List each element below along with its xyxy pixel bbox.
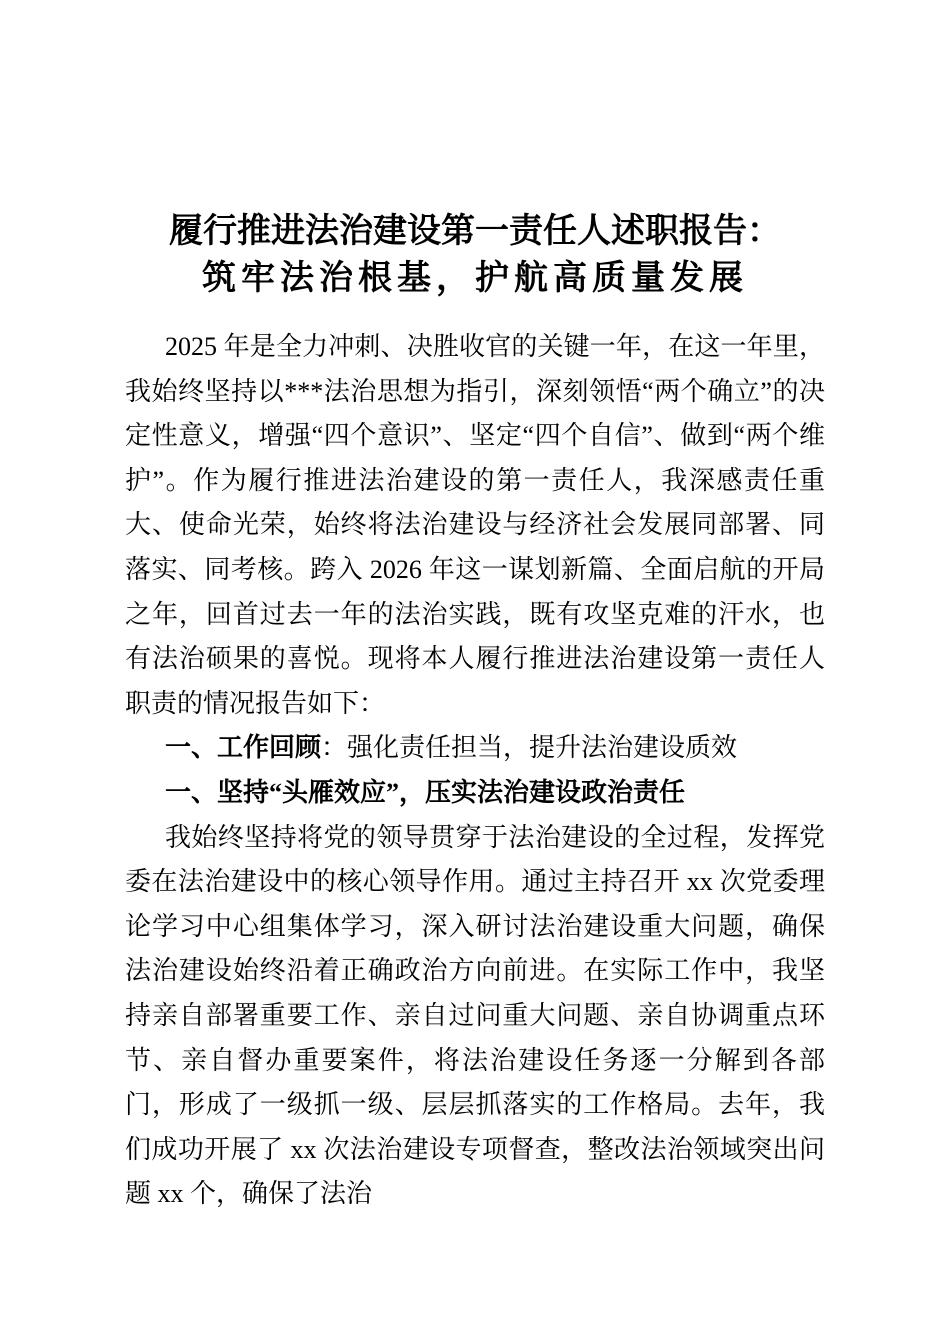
paragraph-intro-text: 2025 年是全力冲刺、决胜收官的关键一年，在这一年里，我始终坚持以***法治思想为指引，深刻领悟“两个确立”的决定性意义，增强“四个意识”、坚定“四个自信”、做到“两个维护”。作为履行推进法治建设的第一责任人，我深感责任重大、使命光荣，始终将法治建设与经济社会发展同部署、同落实、同考核。跨入 2026 年这一谋划新篇、全面启航的开局之年，回首过去一年的法治实践，既有攻坚克难的汗水，也有法治硕果的喜悦。现将本人履行推进法治建设第一责任人职责的情况报告如下： (125, 332, 825, 718)
document-body (125, 325, 825, 1217)
document-title-line1: 履行推进法治建设第一责任人述职报告： (169, 213, 781, 250)
heading-head-goose (125, 771, 825, 816)
document-title (125, 208, 825, 302)
document-title-line2: 筑牢法治根基，护航高质量发展 (202, 260, 748, 297)
paragraph-intro (125, 325, 825, 726)
heading-work-review (125, 726, 825, 771)
heading-work-review-bold: 一、工作回顾 (165, 733, 322, 763)
heading-head-goose-bold: 一、坚持“头雁效应”，压实法治建设政治责任 (165, 777, 686, 807)
paragraph-party-leadership-text: 我始终坚持将党的领导贯穿于法治建设的全过程，发挥党委在法治建设中的核心领导作用。通过主持召开 xx 次党委理论学习中心组集体学习，深入研讨法治建设重大问题，确保法治建设始终沿着正确政治方向前进。在实际工作中，我坚持亲自部署重要工作、亲自过问重大问题、亲自协调重点环节、亲自督办重要案件，将法治建设任务逐一分解到各部门，形成了一级抓一级、层层抓落实的工作格局。去年，我们成功开展了 xx 次法治建设专项督查，整改法治领域突出问题 xx 个，确保了法治 (125, 822, 825, 1209)
heading-work-review-rest: ：强化责任担当，提升法治建设质效 (321, 733, 738, 763)
paragraph-party-leadership (125, 816, 825, 1217)
